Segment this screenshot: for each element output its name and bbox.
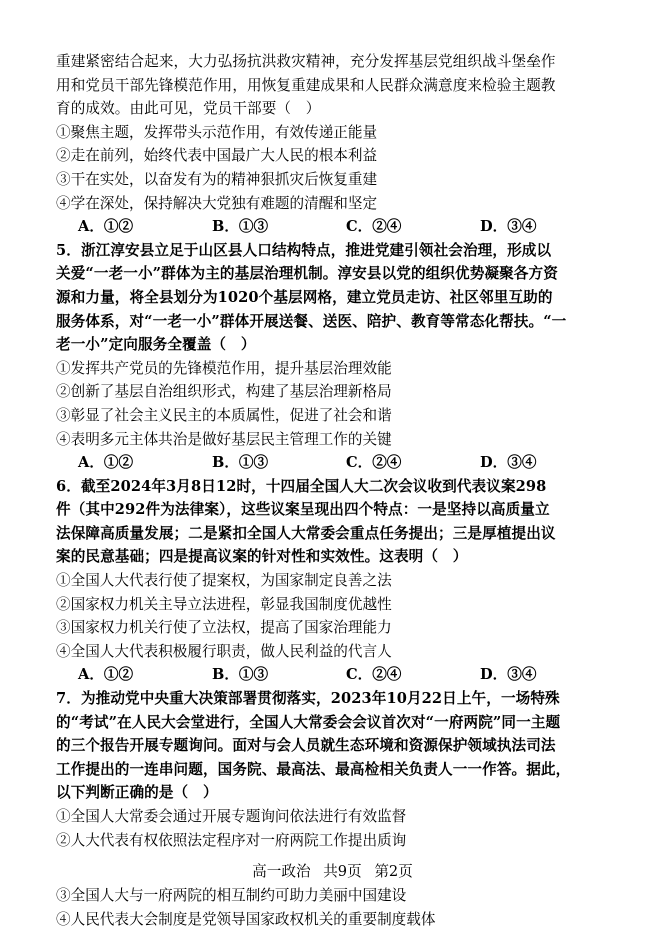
option-4: ④学在深处，保持解决大党独有难题的清醒和坚定: [56, 194, 378, 212]
choice-c: C．②④: [346, 454, 402, 472]
stem-line: 案的民意基础；四是提高议案的针对性和实效性。这表明（ ）: [56, 548, 468, 566]
answer-choices: [56, 663, 635, 687]
choice-c: C．②④: [346, 666, 402, 684]
question-7: [56, 687, 635, 852]
option-1: ①全国人大常委会通过开展专题询问依法进行有效监督: [56, 808, 407, 825]
option-1: ①全国人大代表行使了提案权，为国家制定良善之法: [56, 572, 392, 590]
stem-line: 关爱“一老一小”群体为主的基层治理机制。淳安县以党的组织优势凝聚各方资: [56, 265, 558, 283]
option-2: ②走在前列，始终代表中国最广大人民的根本利益: [56, 147, 378, 165]
stem-line: 以下判断正确的是（ ）: [56, 784, 218, 802]
choice-d: D．③④: [480, 454, 537, 472]
stem-line: 重建紧密结合起来，大力弘扬抗洪救灾精神，充分发挥基层党组织战斗堡垒作: [56, 53, 556, 70]
option-2: ②国家权力机关主导立法进程，彰显我国制度优越性: [56, 595, 392, 613]
stem-line: 5．浙江淳安县立足于山区县人口结构特点，推进党建引领社会治理，形成以: [56, 241, 552, 259]
choice-d: D．③④: [480, 666, 537, 684]
stem-line: 老一小”定向服务全覆盖（ ）: [56, 336, 256, 354]
footer-total-pages: 共9页: [323, 863, 362, 881]
option-3: ③国家权力机关行使了立法权，提高了国家治理能力: [56, 619, 392, 637]
option-4: ④全国人大代表积极履行职责，做人民利益的代言人: [56, 642, 392, 660]
question-5: [56, 239, 635, 475]
option-2: ②创新了基层自治组织形式，构建了基层治理新格局: [56, 383, 392, 401]
answer-choices: [56, 451, 635, 475]
answer-choices: [56, 215, 635, 239]
option-3: ③干在实处，以奋发有为的精神狠抓灾后恢复重建: [56, 170, 378, 188]
footer-page-number: 第2页: [374, 863, 413, 881]
stem-line: 育的成效。由此可见，党员干部要（ ）: [56, 100, 321, 118]
stem-line: 的“考试”在人民大会堂进行，全国人大常委会会议首次对“一府两院”同一主题: [56, 713, 561, 731]
option-4: ④人民代表大会制度是党领导国家政权机关的重要制度载体: [56, 910, 436, 928]
question-6: [56, 475, 635, 687]
stem-line: 6．截至2024年3月8日12时，十四届全国人大二次会议收到代表议案298: [56, 477, 547, 495]
choice-b: B．①③: [212, 454, 269, 472]
stem-line: 服务体系，对“一老一小”群体开展送餐、送医、陪护、教育等常态化帮扶。“一: [56, 312, 567, 330]
page-footer: [56, 862, 635, 882]
stem-line: 的三个报告开展专题询问。面对与会人员就生态环境和资源保护领域执法司法: [56, 737, 556, 755]
choice-b: B．①③: [212, 218, 269, 236]
option-1: ①聚焦主题，发挥带头示范作用，有效传递正能量: [56, 123, 378, 141]
question-7-continued: [56, 884, 635, 931]
option-2: ②人大代表有权依照法定程序对一府两院工作提出质询: [56, 831, 407, 849]
option-3: ③全国人大与一府两院的相互制约可助力美丽中国建设: [56, 887, 407, 905]
choice-c: C．②④: [346, 218, 402, 236]
stem-line: 工作提出的一连串问题，国务院、最高法、最高检相关负责人一一作答。据此，: [56, 760, 571, 778]
stem-line: 用和党员干部先锋模范作用，用恢复重建成果和人民群众满意度来检验主题教: [56, 76, 556, 94]
option-4: ④表明多元主体共治是做好基层民主管理工作的关键: [56, 430, 392, 448]
choice-a: A．①②: [78, 218, 134, 236]
choice-a: A．①②: [78, 454, 134, 472]
option-3: ③彰显了社会主义民主的本质属性，促进了社会和谐: [56, 406, 392, 424]
question-4-continuation: [56, 50, 635, 239]
stem-line: 7．为推动党中央重大决策部署贯彻落实，2023年10月22日上午，一场特殊: [56, 690, 560, 708]
choice-b: B．①③: [212, 666, 269, 684]
stem-line: 源和力量，将全县划分为1020个基层网格，建立党员走访、社区邻里互助的: [56, 288, 553, 306]
stem-line: 件（其中292件为法律案），这些议案呈现出四个特点：一是坚持以高质量立: [56, 501, 550, 519]
footer-subject: 高一政治: [252, 863, 311, 881]
stem-line: 法保障高质量发展；二是紧扣全国人大常委会重点任务提出；三是厚植提出议: [56, 524, 556, 542]
choice-d: D．③④: [480, 218, 537, 236]
option-1: ①发挥共产党员的先锋模范作用，提升基层治理效能: [56, 359, 392, 377]
choice-a: A．①②: [78, 666, 134, 684]
